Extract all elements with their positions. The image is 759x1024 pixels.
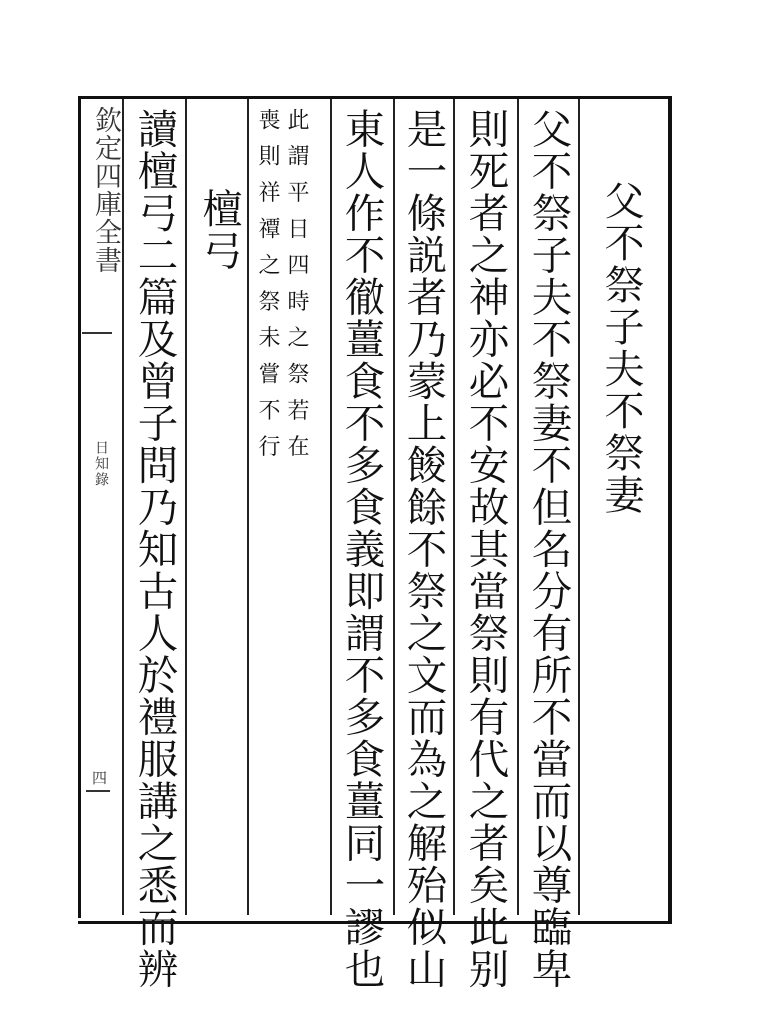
column-rule — [330, 99, 332, 915]
column-rule — [453, 99, 455, 915]
section-heading: 檀弓 — [196, 188, 242, 272]
edge-book-title: 日知錄 — [93, 440, 109, 488]
fore-edge — [82, 100, 122, 915]
column-rule — [247, 99, 249, 915]
text-column: 是一條説者乃蒙上餕餘不祭之文而為之解殆似山 — [399, 108, 448, 990]
edge-divider-mark — [86, 790, 110, 792]
column-rule — [578, 99, 580, 915]
section-heading: 父不祭子夫不祭妻 — [598, 180, 644, 516]
column-rule — [517, 99, 519, 915]
annotation-column: 此謂平日四時之祭若在 — [284, 108, 309, 471]
annotation-column: 喪則祥禫之祭未嘗不行 — [255, 108, 280, 471]
edge-page-number: 四 — [90, 770, 108, 785]
text-column: 東人作不徹薑食不多食義即謂不多食薑同一謬也 — [337, 108, 386, 990]
column-rule — [393, 99, 395, 915]
edge-fish-tail-mark — [82, 332, 112, 334]
text-column: 則死者之神亦必不安故其當祭則有代之者矣此别 — [461, 108, 510, 990]
text-column: 讀檀弓二篇及曾子問乃知古人於禮服講之悉而辨 — [130, 108, 179, 990]
column-rule — [185, 99, 187, 915]
text-column: 父不祭子夫不祭妻不但名分有所不當而以尊臨卑 — [524, 108, 573, 990]
edge-collection-title: 欽定四庫全書 — [90, 106, 121, 274]
frame-left-border — [78, 96, 81, 918]
